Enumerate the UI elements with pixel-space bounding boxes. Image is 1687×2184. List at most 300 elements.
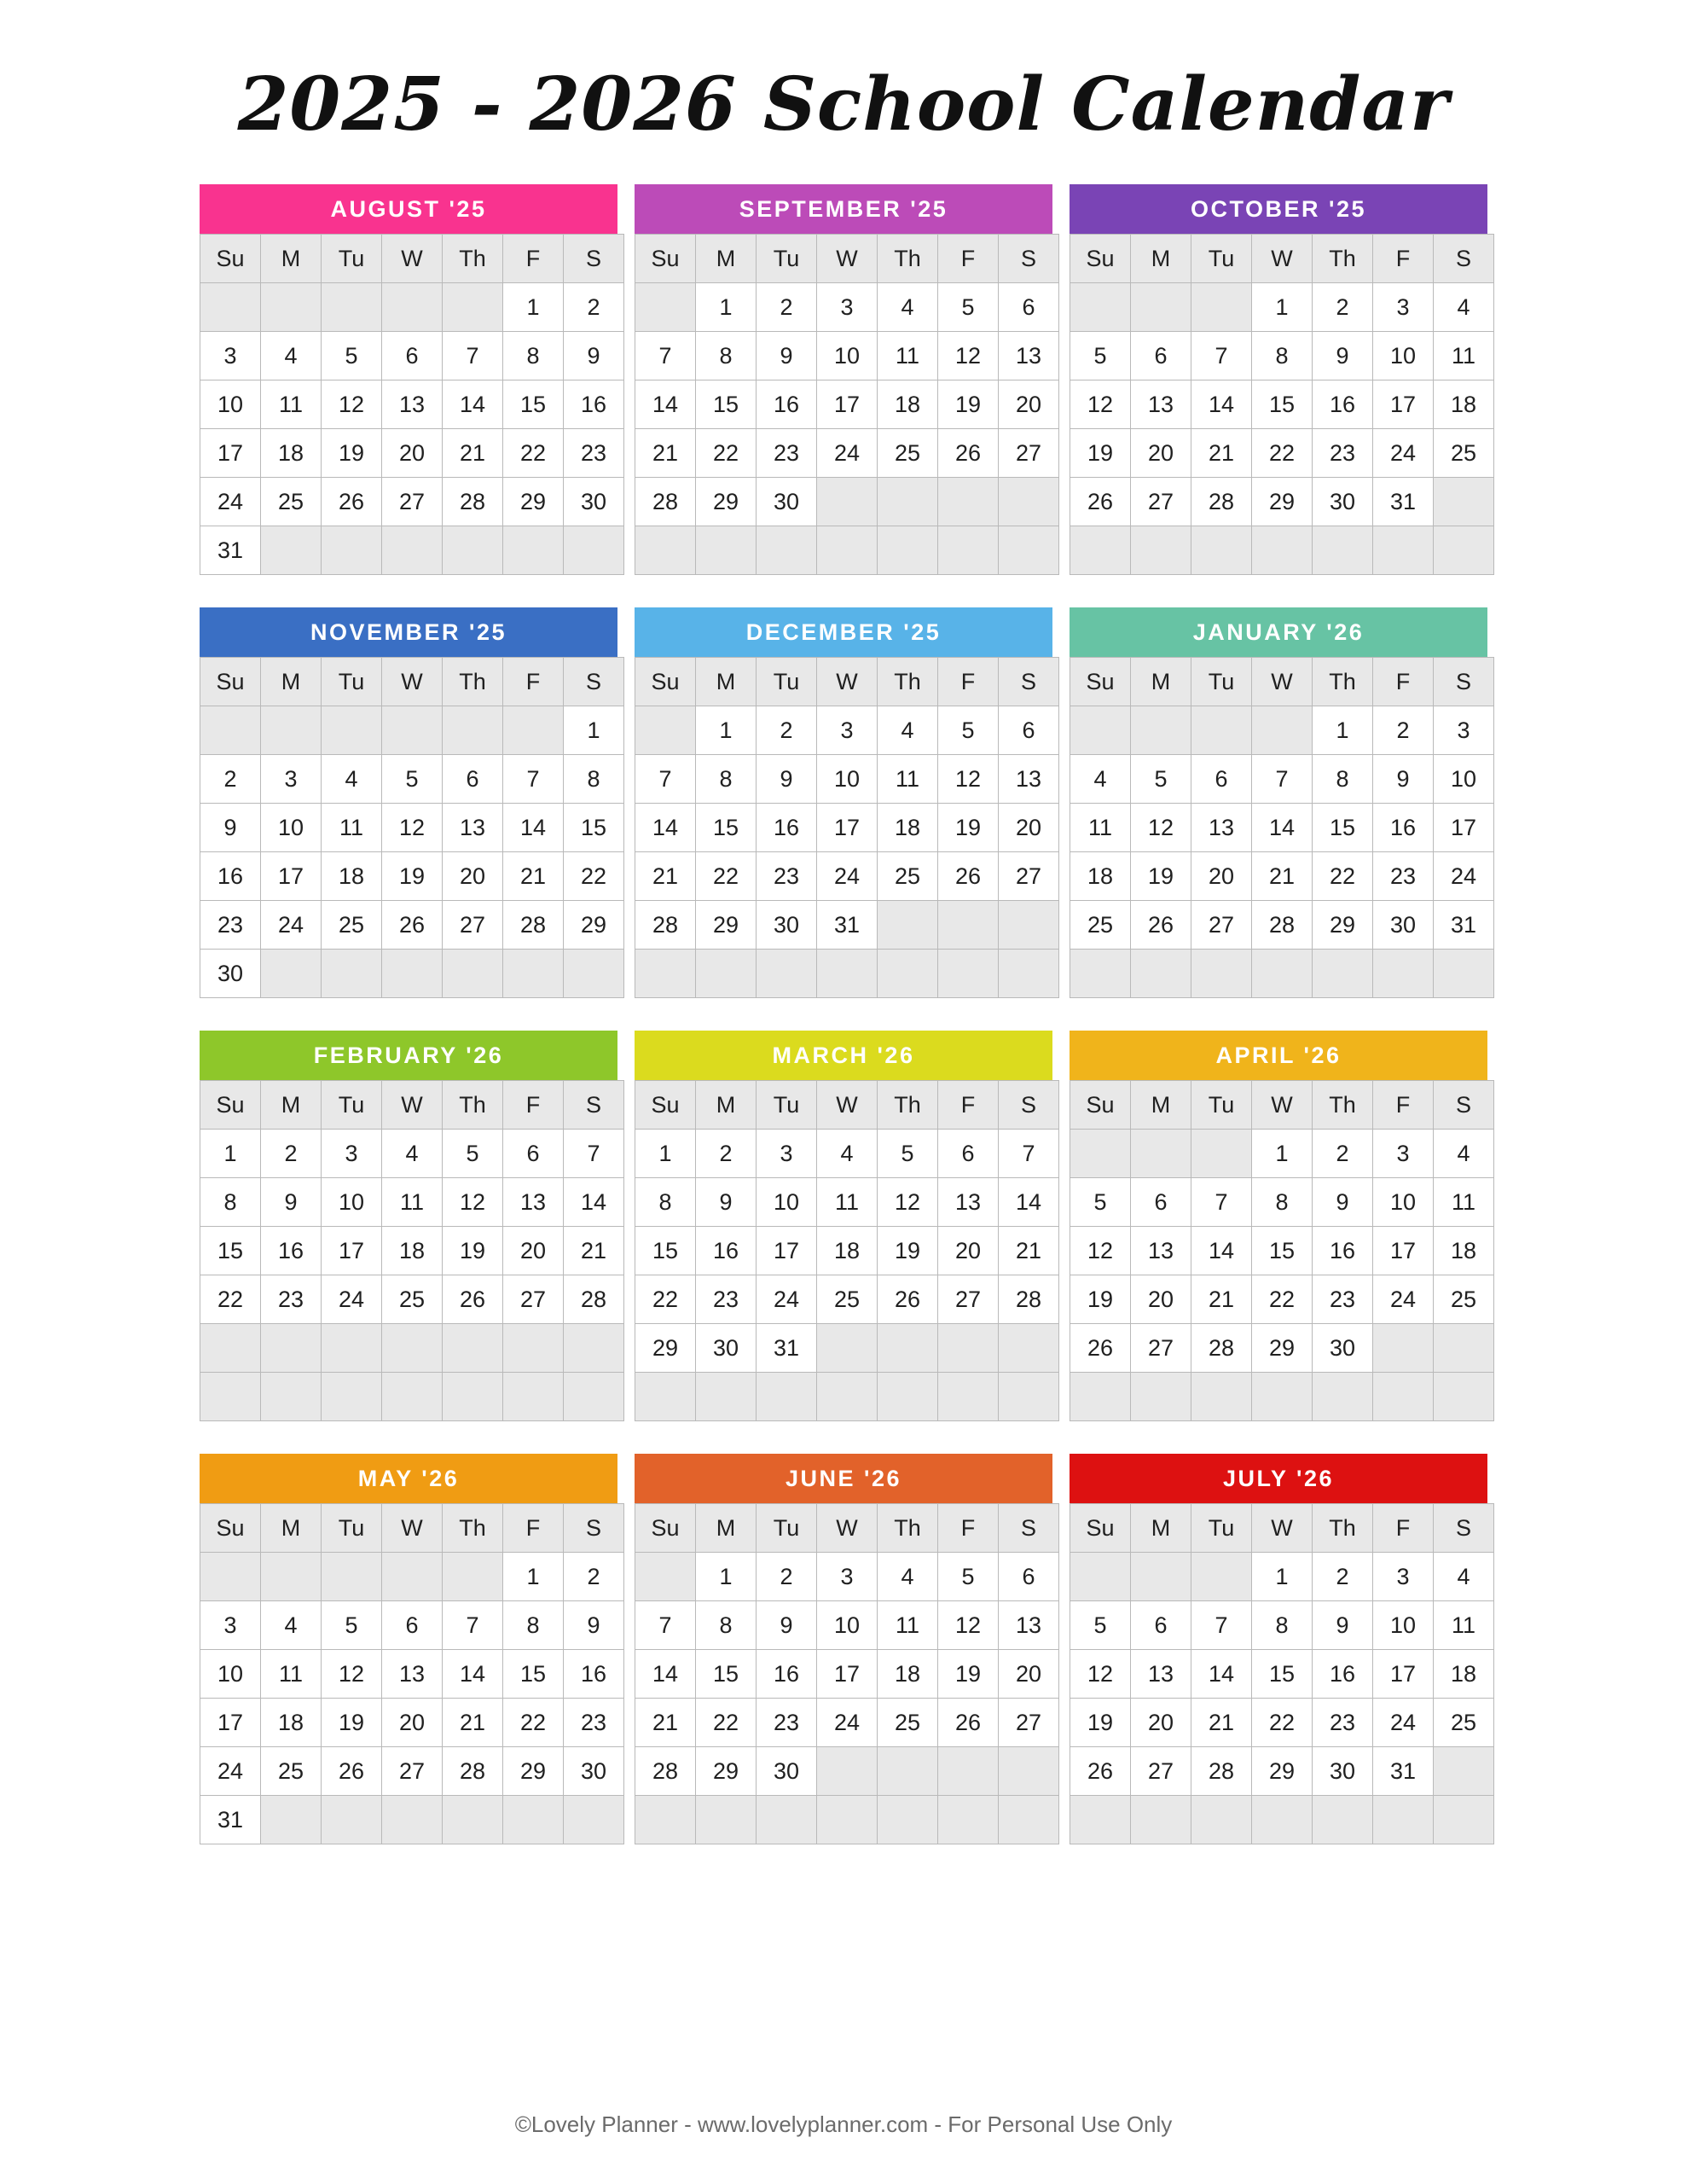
- day-cell[interactable]: 21: [564, 1227, 624, 1275]
- day-cell[interactable]: 31: [200, 1796, 261, 1844]
- day-cell[interactable]: 6: [1131, 1178, 1191, 1227]
- day-cell[interactable]: 8: [696, 755, 757, 804]
- day-cell[interactable]: 24: [817, 429, 878, 478]
- day-cell[interactable]: 9: [757, 755, 817, 804]
- day-cell[interactable]: 24: [1434, 852, 1494, 901]
- day-cell[interactable]: 20: [1191, 852, 1252, 901]
- day-cell[interactable]: 26: [938, 852, 999, 901]
- day-cell[interactable]: 21: [1191, 1699, 1252, 1747]
- day-cell[interactable]: 2: [200, 755, 261, 804]
- day-cell[interactable]: 4: [878, 706, 938, 755]
- day-cell[interactable]: 22: [696, 852, 757, 901]
- day-cell[interactable]: 26: [382, 901, 443, 950]
- day-cell[interactable]: 4: [261, 332, 322, 380]
- day-cell[interactable]: 13: [443, 804, 503, 852]
- day-cell[interactable]: 5: [1070, 1601, 1131, 1650]
- day-cell[interactable]: 25: [1434, 1275, 1494, 1324]
- day-cell[interactable]: 7: [635, 332, 696, 380]
- day-cell[interactable]: 5: [878, 1130, 938, 1178]
- day-cell[interactable]: 10: [1434, 755, 1494, 804]
- day-cell[interactable]: 28: [1191, 1324, 1252, 1373]
- day-cell[interactable]: 10: [261, 804, 322, 852]
- day-cell[interactable]: 28: [1191, 1747, 1252, 1796]
- day-cell[interactable]: 11: [1070, 804, 1131, 852]
- day-cell[interactable]: 26: [1070, 1747, 1131, 1796]
- day-cell[interactable]: 22: [1313, 852, 1373, 901]
- day-cell[interactable]: 10: [1373, 1178, 1434, 1227]
- day-cell[interactable]: 27: [503, 1275, 564, 1324]
- day-cell[interactable]: 5: [322, 1601, 382, 1650]
- day-cell[interactable]: 15: [503, 380, 564, 429]
- day-cell[interactable]: 1: [696, 283, 757, 332]
- day-cell[interactable]: 6: [938, 1130, 999, 1178]
- day-cell[interactable]: 22: [1252, 1699, 1313, 1747]
- day-cell[interactable]: 14: [1191, 1227, 1252, 1275]
- day-cell[interactable]: 2: [696, 1130, 757, 1178]
- day-cell[interactable]: 29: [696, 1747, 757, 1796]
- day-cell[interactable]: 2: [1313, 283, 1373, 332]
- day-cell[interactable]: 20: [1131, 1699, 1191, 1747]
- day-cell[interactable]: 23: [757, 1699, 817, 1747]
- day-cell[interactable]: 27: [999, 1699, 1059, 1747]
- day-cell[interactable]: 30: [1313, 1747, 1373, 1796]
- day-cell[interactable]: 28: [503, 901, 564, 950]
- day-cell[interactable]: 17: [817, 1650, 878, 1699]
- day-cell[interactable]: 24: [1373, 1275, 1434, 1324]
- day-cell[interactable]: 14: [443, 1650, 503, 1699]
- day-cell[interactable]: 31: [1373, 478, 1434, 526]
- day-cell[interactable]: 5: [382, 755, 443, 804]
- day-cell[interactable]: 27: [1131, 1324, 1191, 1373]
- day-cell[interactable]: 26: [938, 429, 999, 478]
- day-cell[interactable]: 25: [1434, 429, 1494, 478]
- day-cell[interactable]: 25: [817, 1275, 878, 1324]
- day-cell[interactable]: 19: [938, 1650, 999, 1699]
- day-cell[interactable]: 7: [635, 1601, 696, 1650]
- day-cell[interactable]: 20: [1131, 429, 1191, 478]
- day-cell[interactable]: 18: [261, 1699, 322, 1747]
- day-cell[interactable]: 2: [564, 1553, 624, 1601]
- day-cell[interactable]: 11: [1434, 1178, 1494, 1227]
- day-cell[interactable]: 1: [696, 1553, 757, 1601]
- day-cell[interactable]: 28: [1252, 901, 1313, 950]
- day-cell[interactable]: 12: [443, 1178, 503, 1227]
- day-cell[interactable]: 14: [564, 1178, 624, 1227]
- day-cell[interactable]: 2: [757, 706, 817, 755]
- day-cell[interactable]: 1: [503, 283, 564, 332]
- day-cell[interactable]: 10: [1373, 1601, 1434, 1650]
- day-cell[interactable]: 20: [1131, 1275, 1191, 1324]
- day-cell[interactable]: 3: [200, 1601, 261, 1650]
- day-cell[interactable]: 15: [1252, 1227, 1313, 1275]
- day-cell[interactable]: 16: [200, 852, 261, 901]
- day-cell[interactable]: 19: [322, 1699, 382, 1747]
- day-cell[interactable]: 13: [999, 332, 1059, 380]
- day-cell[interactable]: 15: [696, 804, 757, 852]
- day-cell[interactable]: 23: [1313, 1275, 1373, 1324]
- day-cell[interactable]: 14: [503, 804, 564, 852]
- day-cell[interactable]: 17: [200, 429, 261, 478]
- day-cell[interactable]: 24: [817, 1699, 878, 1747]
- day-cell[interactable]: 12: [938, 1601, 999, 1650]
- day-cell[interactable]: 9: [564, 1601, 624, 1650]
- day-cell[interactable]: 11: [878, 755, 938, 804]
- day-cell[interactable]: 13: [382, 380, 443, 429]
- day-cell[interactable]: 18: [817, 1227, 878, 1275]
- day-cell[interactable]: 3: [1373, 283, 1434, 332]
- day-cell[interactable]: 14: [1191, 380, 1252, 429]
- day-cell[interactable]: 4: [1434, 283, 1494, 332]
- day-cell[interactable]: 9: [200, 804, 261, 852]
- day-cell[interactable]: 14: [1252, 804, 1313, 852]
- day-cell[interactable]: 12: [1070, 380, 1131, 429]
- day-cell[interactable]: 10: [322, 1178, 382, 1227]
- day-cell[interactable]: 1: [200, 1130, 261, 1178]
- day-cell[interactable]: 7: [635, 755, 696, 804]
- day-cell[interactable]: 10: [817, 755, 878, 804]
- day-cell[interactable]: 15: [564, 804, 624, 852]
- day-cell[interactable]: 1: [1252, 283, 1313, 332]
- day-cell[interactable]: 21: [635, 429, 696, 478]
- day-cell[interactable]: 6: [999, 283, 1059, 332]
- day-cell[interactable]: 17: [1373, 1227, 1434, 1275]
- day-cell[interactable]: 11: [878, 332, 938, 380]
- day-cell[interactable]: 9: [261, 1178, 322, 1227]
- day-cell[interactable]: 11: [261, 380, 322, 429]
- day-cell[interactable]: 21: [635, 852, 696, 901]
- day-cell[interactable]: 10: [817, 1601, 878, 1650]
- day-cell[interactable]: 12: [1131, 804, 1191, 852]
- day-cell[interactable]: 24: [261, 901, 322, 950]
- day-cell[interactable]: 18: [1434, 380, 1494, 429]
- day-cell[interactable]: 23: [757, 852, 817, 901]
- day-cell[interactable]: 30: [564, 478, 624, 526]
- day-cell[interactable]: 12: [1070, 1650, 1131, 1699]
- day-cell[interactable]: 21: [1191, 429, 1252, 478]
- day-cell[interactable]: 19: [938, 380, 999, 429]
- day-cell[interactable]: 24: [1373, 1699, 1434, 1747]
- day-cell[interactable]: 6: [382, 1601, 443, 1650]
- day-cell[interactable]: 16: [564, 1650, 624, 1699]
- day-cell[interactable]: 16: [757, 380, 817, 429]
- day-cell[interactable]: 16: [1313, 380, 1373, 429]
- day-cell[interactable]: 30: [757, 901, 817, 950]
- day-cell[interactable]: 27: [1191, 901, 1252, 950]
- day-cell[interactable]: 28: [1191, 478, 1252, 526]
- day-cell[interactable]: 26: [322, 478, 382, 526]
- day-cell[interactable]: 8: [1313, 755, 1373, 804]
- day-cell[interactable]: 11: [1434, 1601, 1494, 1650]
- day-cell[interactable]: 23: [1313, 1699, 1373, 1747]
- day-cell[interactable]: 25: [1070, 901, 1131, 950]
- day-cell[interactable]: 31: [200, 526, 261, 575]
- day-cell[interactable]: 20: [938, 1227, 999, 1275]
- day-cell[interactable]: 9: [757, 1601, 817, 1650]
- day-cell[interactable]: 21: [1191, 1275, 1252, 1324]
- day-cell[interactable]: 28: [999, 1275, 1059, 1324]
- day-cell[interactable]: 15: [696, 1650, 757, 1699]
- day-cell[interactable]: 27: [382, 478, 443, 526]
- day-cell[interactable]: 4: [1070, 755, 1131, 804]
- day-cell[interactable]: 7: [443, 1601, 503, 1650]
- day-cell[interactable]: 1: [1252, 1130, 1313, 1178]
- day-cell[interactable]: 29: [564, 901, 624, 950]
- day-cell[interactable]: 1: [1313, 706, 1373, 755]
- day-cell[interactable]: 20: [503, 1227, 564, 1275]
- day-cell[interactable]: 25: [261, 1747, 322, 1796]
- day-cell[interactable]: 5: [1131, 755, 1191, 804]
- day-cell[interactable]: 28: [635, 1747, 696, 1796]
- day-cell[interactable]: 7: [1252, 755, 1313, 804]
- day-cell[interactable]: 11: [261, 1650, 322, 1699]
- day-cell[interactable]: 24: [322, 1275, 382, 1324]
- day-cell[interactable]: 3: [817, 283, 878, 332]
- day-cell[interactable]: 13: [503, 1178, 564, 1227]
- day-cell[interactable]: 16: [1313, 1650, 1373, 1699]
- day-cell[interactable]: 25: [878, 429, 938, 478]
- day-cell[interactable]: 22: [696, 1699, 757, 1747]
- day-cell[interactable]: 15: [696, 380, 757, 429]
- day-cell[interactable]: 29: [696, 478, 757, 526]
- day-cell[interactable]: 16: [1373, 804, 1434, 852]
- day-cell[interactable]: 13: [382, 1650, 443, 1699]
- day-cell[interactable]: 5: [1070, 332, 1131, 380]
- day-cell[interactable]: 1: [635, 1130, 696, 1178]
- day-cell[interactable]: 22: [635, 1275, 696, 1324]
- day-cell[interactable]: 4: [878, 283, 938, 332]
- day-cell[interactable]: 22: [1252, 429, 1313, 478]
- day-cell[interactable]: 17: [817, 804, 878, 852]
- day-cell[interactable]: 12: [938, 755, 999, 804]
- day-cell[interactable]: 9: [1313, 1178, 1373, 1227]
- day-cell[interactable]: 21: [503, 852, 564, 901]
- day-cell[interactable]: 19: [1070, 1699, 1131, 1747]
- day-cell[interactable]: 6: [443, 755, 503, 804]
- day-cell[interactable]: 20: [382, 429, 443, 478]
- day-cell[interactable]: 25: [322, 901, 382, 950]
- day-cell[interactable]: 8: [1252, 1178, 1313, 1227]
- day-cell[interactable]: 6: [1131, 1601, 1191, 1650]
- day-cell[interactable]: 6: [999, 706, 1059, 755]
- day-cell[interactable]: 19: [443, 1227, 503, 1275]
- day-cell[interactable]: 4: [817, 1130, 878, 1178]
- day-cell[interactable]: 26: [322, 1747, 382, 1796]
- day-cell[interactable]: 2: [1313, 1130, 1373, 1178]
- day-cell[interactable]: 4: [382, 1130, 443, 1178]
- day-cell[interactable]: 6: [999, 1553, 1059, 1601]
- day-cell[interactable]: 9: [1373, 755, 1434, 804]
- day-cell[interactable]: 5: [443, 1130, 503, 1178]
- day-cell[interactable]: 28: [635, 478, 696, 526]
- day-cell[interactable]: 8: [503, 1601, 564, 1650]
- day-cell[interactable]: 2: [1313, 1553, 1373, 1601]
- day-cell[interactable]: 8: [200, 1178, 261, 1227]
- day-cell[interactable]: 17: [757, 1227, 817, 1275]
- day-cell[interactable]: 26: [1070, 1324, 1131, 1373]
- day-cell[interactable]: 27: [999, 429, 1059, 478]
- day-cell[interactable]: 11: [322, 804, 382, 852]
- day-cell[interactable]: 7: [503, 755, 564, 804]
- day-cell[interactable]: 3: [322, 1130, 382, 1178]
- day-cell[interactable]: 23: [1373, 852, 1434, 901]
- day-cell[interactable]: 21: [635, 1699, 696, 1747]
- day-cell[interactable]: 12: [1070, 1227, 1131, 1275]
- day-cell[interactable]: 9: [1313, 332, 1373, 380]
- day-cell[interactable]: 31: [1373, 1747, 1434, 1796]
- day-cell[interactable]: 12: [878, 1178, 938, 1227]
- day-cell[interactable]: 3: [817, 1553, 878, 1601]
- day-cell[interactable]: 3: [817, 706, 878, 755]
- day-cell[interactable]: 18: [878, 1650, 938, 1699]
- day-cell[interactable]: 27: [382, 1747, 443, 1796]
- day-cell[interactable]: 18: [1434, 1650, 1494, 1699]
- day-cell[interactable]: 20: [999, 804, 1059, 852]
- day-cell[interactable]: 29: [1252, 1747, 1313, 1796]
- day-cell[interactable]: 15: [503, 1650, 564, 1699]
- day-cell[interactable]: 2: [261, 1130, 322, 1178]
- day-cell[interactable]: 29: [1313, 901, 1373, 950]
- day-cell[interactable]: 21: [1252, 852, 1313, 901]
- day-cell[interactable]: 29: [503, 1747, 564, 1796]
- day-cell[interactable]: 6: [1191, 755, 1252, 804]
- day-cell[interactable]: 24: [817, 852, 878, 901]
- day-cell[interactable]: 16: [564, 380, 624, 429]
- day-cell[interactable]: 8: [503, 332, 564, 380]
- day-cell[interactable]: 12: [938, 332, 999, 380]
- day-cell[interactable]: 28: [635, 901, 696, 950]
- day-cell[interactable]: 5: [1070, 1178, 1131, 1227]
- day-cell[interactable]: 17: [322, 1227, 382, 1275]
- day-cell[interactable]: 1: [503, 1553, 564, 1601]
- day-cell[interactable]: 4: [261, 1601, 322, 1650]
- day-cell[interactable]: 10: [200, 380, 261, 429]
- day-cell[interactable]: 4: [878, 1553, 938, 1601]
- day-cell[interactable]: 14: [443, 380, 503, 429]
- day-cell[interactable]: 8: [635, 1178, 696, 1227]
- day-cell[interactable]: 16: [696, 1227, 757, 1275]
- day-cell[interactable]: 27: [1131, 1747, 1191, 1796]
- day-cell[interactable]: 13: [999, 755, 1059, 804]
- day-cell[interactable]: 13: [1131, 1227, 1191, 1275]
- day-cell[interactable]: 22: [696, 429, 757, 478]
- day-cell[interactable]: 12: [382, 804, 443, 852]
- day-cell[interactable]: 5: [938, 1553, 999, 1601]
- day-cell[interactable]: 30: [564, 1747, 624, 1796]
- day-cell[interactable]: 14: [999, 1178, 1059, 1227]
- day-cell[interactable]: 30: [757, 1747, 817, 1796]
- day-cell[interactable]: 14: [635, 1650, 696, 1699]
- day-cell[interactable]: 21: [443, 1699, 503, 1747]
- day-cell[interactable]: 26: [1070, 478, 1131, 526]
- day-cell[interactable]: 1: [1252, 1553, 1313, 1601]
- day-cell[interactable]: 18: [1070, 852, 1131, 901]
- day-cell[interactable]: 3: [1373, 1130, 1434, 1178]
- day-cell[interactable]: 2: [757, 1553, 817, 1601]
- day-cell[interactable]: 13: [938, 1178, 999, 1227]
- day-cell[interactable]: 22: [503, 1699, 564, 1747]
- day-cell[interactable]: 7: [1191, 1178, 1252, 1227]
- day-cell[interactable]: 10: [817, 332, 878, 380]
- day-cell[interactable]: 8: [1252, 1601, 1313, 1650]
- day-cell[interactable]: 22: [1252, 1275, 1313, 1324]
- day-cell[interactable]: 13: [1131, 380, 1191, 429]
- day-cell[interactable]: 31: [1434, 901, 1494, 950]
- day-cell[interactable]: 7: [999, 1130, 1059, 1178]
- day-cell[interactable]: 18: [878, 380, 938, 429]
- day-cell[interactable]: 13: [1131, 1650, 1191, 1699]
- day-cell[interactable]: 25: [878, 1699, 938, 1747]
- day-cell[interactable]: 29: [1252, 1324, 1313, 1373]
- day-cell[interactable]: 17: [261, 852, 322, 901]
- day-cell[interactable]: 14: [1191, 1650, 1252, 1699]
- day-cell[interactable]: 18: [322, 852, 382, 901]
- day-cell[interactable]: 14: [635, 380, 696, 429]
- day-cell[interactable]: 18: [1434, 1227, 1494, 1275]
- day-cell[interactable]: 30: [1313, 1324, 1373, 1373]
- day-cell[interactable]: 13: [1191, 804, 1252, 852]
- day-cell[interactable]: 19: [322, 429, 382, 478]
- day-cell[interactable]: 17: [1373, 1650, 1434, 1699]
- day-cell[interactable]: 23: [1313, 429, 1373, 478]
- day-cell[interactable]: 15: [1252, 1650, 1313, 1699]
- day-cell[interactable]: 4: [1434, 1553, 1494, 1601]
- day-cell[interactable]: 2: [1373, 706, 1434, 755]
- day-cell[interactable]: 1: [564, 706, 624, 755]
- day-cell[interactable]: 26: [938, 1699, 999, 1747]
- day-cell[interactable]: 22: [200, 1275, 261, 1324]
- day-cell[interactable]: 24: [200, 478, 261, 526]
- day-cell[interactable]: 18: [878, 804, 938, 852]
- day-cell[interactable]: 31: [817, 901, 878, 950]
- day-cell[interactable]: 23: [757, 429, 817, 478]
- day-cell[interactable]: 7: [564, 1130, 624, 1178]
- day-cell[interactable]: 27: [999, 852, 1059, 901]
- day-cell[interactable]: 17: [1434, 804, 1494, 852]
- day-cell[interactable]: 25: [382, 1275, 443, 1324]
- day-cell[interactable]: 15: [1313, 804, 1373, 852]
- day-cell[interactable]: 9: [757, 332, 817, 380]
- day-cell[interactable]: 31: [757, 1324, 817, 1373]
- day-cell[interactable]: 29: [1252, 478, 1313, 526]
- day-cell[interactable]: 5: [938, 706, 999, 755]
- day-cell[interactable]: 15: [200, 1227, 261, 1275]
- day-cell[interactable]: 28: [443, 478, 503, 526]
- day-cell[interactable]: 25: [1434, 1699, 1494, 1747]
- day-cell[interactable]: 30: [200, 950, 261, 998]
- day-cell[interactable]: 17: [817, 380, 878, 429]
- day-cell[interactable]: 16: [757, 804, 817, 852]
- day-cell[interactable]: 20: [443, 852, 503, 901]
- day-cell[interactable]: 26: [878, 1275, 938, 1324]
- day-cell[interactable]: 26: [443, 1275, 503, 1324]
- day-cell[interactable]: 3: [261, 755, 322, 804]
- day-cell[interactable]: 24: [200, 1747, 261, 1796]
- day-cell[interactable]: 17: [200, 1699, 261, 1747]
- day-cell[interactable]: 10: [200, 1650, 261, 1699]
- day-cell[interactable]: 5: [322, 332, 382, 380]
- day-cell[interactable]: 29: [635, 1324, 696, 1373]
- day-cell[interactable]: 7: [1191, 1601, 1252, 1650]
- day-cell[interactable]: 1: [696, 706, 757, 755]
- day-cell[interactable]: 7: [1191, 332, 1252, 380]
- day-cell[interactable]: 3: [757, 1130, 817, 1178]
- day-cell[interactable]: 12: [322, 380, 382, 429]
- day-cell[interactable]: 23: [200, 901, 261, 950]
- day-cell[interactable]: 27: [1131, 478, 1191, 526]
- day-cell[interactable]: 2: [757, 283, 817, 332]
- day-cell[interactable]: 6: [503, 1130, 564, 1178]
- day-cell[interactable]: 18: [382, 1227, 443, 1275]
